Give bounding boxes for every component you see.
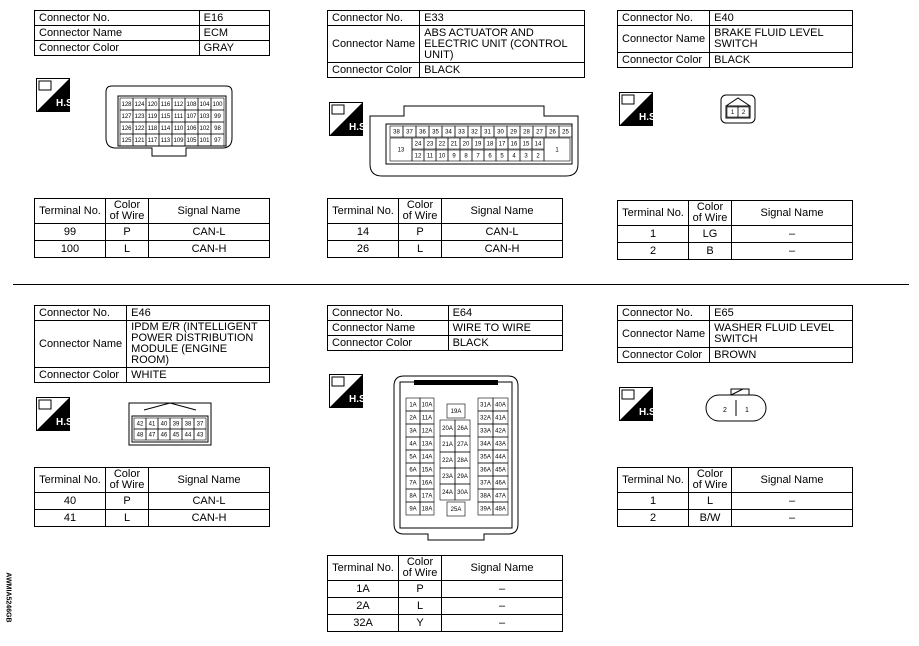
pin-label: 12 xyxy=(414,153,422,160)
table-row xyxy=(328,581,563,598)
connector-info-e46 xyxy=(34,305,270,383)
wire-color-cell: LG xyxy=(689,226,732,243)
connector-info-e64 xyxy=(327,305,563,351)
connector-color-value: GRAY xyxy=(199,41,269,56)
connector-info-e16 xyxy=(34,10,270,56)
wire-color-cell: B xyxy=(689,243,732,260)
pin-label: 16 xyxy=(510,141,518,148)
pin-label: 38 xyxy=(184,421,192,428)
table-row xyxy=(35,493,270,510)
pin-label: 43A xyxy=(495,441,506,448)
signal-name-header: Signal Name xyxy=(442,199,563,224)
connector-name-label: Connector Name xyxy=(618,26,710,53)
pin-label: 35 xyxy=(432,129,439,136)
pin-label: 3A xyxy=(409,428,417,435)
signal-name-cell: – xyxy=(732,226,853,243)
hs-label: H.S. xyxy=(56,417,76,428)
table-row xyxy=(328,224,563,241)
harness-side-icon xyxy=(36,78,76,112)
terminal-no-cell: 99 xyxy=(35,224,106,241)
harness-side-icon xyxy=(619,92,659,126)
pin-label: 26 xyxy=(549,129,556,136)
pin-label: 106 xyxy=(186,126,197,132)
table-row xyxy=(618,243,853,260)
pin-label: 32 xyxy=(471,129,478,136)
terminal-table-e64 xyxy=(327,555,563,632)
pin-label: 13 xyxy=(397,147,405,154)
harness-side-icon xyxy=(329,374,369,408)
pin-label: 14 xyxy=(534,141,542,148)
terminal-no-cell: 2 xyxy=(618,510,689,527)
pin-label: 15A xyxy=(421,467,433,474)
signal-name-cell: CAN-L xyxy=(149,493,270,510)
connector-name-label: Connector Name xyxy=(328,321,449,336)
pin-label: 126 xyxy=(121,126,132,132)
pin-label: 30A xyxy=(457,490,468,496)
hs-label: H.S. xyxy=(349,122,369,133)
terminal-no-cell: 32A xyxy=(328,615,399,632)
connector-info-e40 xyxy=(617,10,853,68)
signal-name-cell: – xyxy=(732,510,853,527)
terminal-no-header: Terminal No. xyxy=(35,199,106,224)
pin-label: 121 xyxy=(134,138,145,144)
pin-label: 98 xyxy=(214,126,221,132)
table-row xyxy=(35,510,270,527)
signal-name-cell: – xyxy=(442,598,563,615)
color-of-wire-header: Color of Wire xyxy=(106,199,149,224)
pin-label: 2 xyxy=(723,407,727,414)
wire-color-cell: P xyxy=(106,493,149,510)
pin-label: 40 xyxy=(160,421,168,428)
hs-label: H.S. xyxy=(56,98,76,109)
connector-name-value: ECM xyxy=(199,26,269,41)
pin-label: 109 xyxy=(173,138,184,144)
terminal-no-header: Terminal No. xyxy=(328,556,399,581)
connector-name-value: ABS ACTUATOR AND ELECTRIC UNIT (CONTROL UNIT) xyxy=(420,26,585,63)
terminal-no-cell: 100 xyxy=(35,241,106,258)
pin-label: 108 xyxy=(186,102,197,108)
signal-name-header: Signal Name xyxy=(732,468,853,493)
pin-label: 20 xyxy=(462,141,470,148)
color-of-wire-header: Color of Wire xyxy=(689,201,732,226)
connector-color-value: BROWN xyxy=(710,348,853,363)
pin-label: 12A xyxy=(421,428,433,435)
color-of-wire-header: Color of Wire xyxy=(399,199,442,224)
pin-label: 45A xyxy=(495,467,506,474)
connector-name-value: WIRE TO WIRE xyxy=(448,321,562,336)
pin-label: 6A xyxy=(409,467,417,474)
pin-label: 120 xyxy=(147,102,158,108)
pin-label: 40A xyxy=(495,402,506,409)
pin-label: 16A xyxy=(421,480,433,487)
connector-color-value: BLACK xyxy=(448,336,562,351)
pin-label: 41A xyxy=(495,415,506,422)
connector-name-label: Connector Name xyxy=(35,26,200,41)
connector-face-e16 xyxy=(104,84,234,162)
pin-label: 5A xyxy=(409,454,417,461)
pin-label: 2A xyxy=(409,415,417,422)
pin-label: 113 xyxy=(160,138,171,144)
pin-label: 100 xyxy=(212,102,223,108)
pin-label: 27 xyxy=(536,129,543,136)
pin-label: 15 xyxy=(522,141,530,148)
pin-label: 122 xyxy=(134,126,145,132)
pin-label: 118 xyxy=(147,126,158,132)
pin-label: 28A xyxy=(457,458,468,464)
pin-label: 37 xyxy=(406,129,413,136)
pin-label: 42 xyxy=(136,421,144,428)
pin-label: 127 xyxy=(121,114,132,120)
pin-label: 48 xyxy=(136,432,144,439)
signal-name-cell: – xyxy=(732,493,853,510)
terminal-no-cell: 2 xyxy=(618,243,689,260)
pin-label: 97 xyxy=(214,138,221,144)
terminal-no-header: Terminal No. xyxy=(618,201,689,226)
wire-color-cell: L xyxy=(106,241,149,258)
pin-label: 104 xyxy=(199,102,210,108)
pin-label: 27A xyxy=(457,442,468,448)
terminal-no-header: Terminal No. xyxy=(618,468,689,493)
pin-label: 5 xyxy=(500,153,504,160)
pin-label: 125 xyxy=(121,138,132,144)
signal-name-header: Signal Name xyxy=(149,199,270,224)
connector-name-label: Connector Name xyxy=(618,321,710,348)
pin-label: 19A xyxy=(450,409,462,415)
pin-label: 32A xyxy=(480,415,491,422)
pin-label: 105 xyxy=(186,138,197,144)
connector-no-label: Connector No. xyxy=(618,11,710,26)
signal-name-header: Signal Name xyxy=(732,201,853,226)
pin-label: 4 xyxy=(512,153,516,160)
pin-label: 117 xyxy=(147,138,158,144)
connector-no-value: E16 xyxy=(199,11,269,26)
pin-label: 20A xyxy=(442,426,453,432)
pin-label: 1 xyxy=(730,110,735,116)
pin-label: 9 xyxy=(452,153,456,160)
pin-label: 46 xyxy=(160,432,168,439)
pin-label: 11A xyxy=(421,415,433,422)
terminal-no-cell: 1A xyxy=(328,581,399,598)
pin-label: 46A xyxy=(495,480,506,487)
pin-label: 8 xyxy=(464,153,468,160)
pin-label: 101 xyxy=(199,138,210,144)
pin-label: 41 xyxy=(148,421,156,428)
signal-name-header: Signal Name xyxy=(149,468,270,493)
connector-no-label: Connector No. xyxy=(328,11,420,26)
connector-color-label: Connector Color xyxy=(618,348,710,363)
pin-label: 6 xyxy=(488,153,492,160)
table-row xyxy=(328,598,563,615)
connector-no-value: E65 xyxy=(710,306,853,321)
pin-label: 22A xyxy=(442,458,453,464)
connector-face-e40 xyxy=(720,94,756,124)
pin-label: 116 xyxy=(160,102,171,108)
hs-label: H.S. xyxy=(349,394,369,405)
pin-label: 102 xyxy=(199,126,210,132)
pin-label: 23 xyxy=(426,141,434,148)
signal-name-cell: CAN-L xyxy=(442,224,563,241)
pin-label: 33A xyxy=(480,428,491,435)
pin-label: 10A xyxy=(421,402,433,409)
color-of-wire-header: Color of Wire xyxy=(399,556,442,581)
signal-name-cell: CAN-H xyxy=(149,510,270,527)
pin-label: 4A xyxy=(409,441,417,448)
terminal-no-cell: 14 xyxy=(328,224,399,241)
pin-label: 25 xyxy=(562,129,569,136)
terminal-table-e46 xyxy=(34,467,270,527)
table-row xyxy=(35,224,270,241)
connector-color-value: WHITE xyxy=(127,368,270,383)
pin-label: 31A xyxy=(480,402,491,409)
pin-label: 110 xyxy=(173,126,184,132)
pin-label: 14A xyxy=(421,454,433,461)
pin-label: 123 xyxy=(134,114,145,120)
pin-label: 3 xyxy=(524,153,528,160)
wire-color-cell: L xyxy=(399,241,442,258)
wire-color-cell: P xyxy=(399,224,442,241)
color-of-wire-header: Color of Wire xyxy=(689,468,732,493)
signal-name-cell: – xyxy=(442,581,563,598)
pin-label: 99 xyxy=(214,114,221,120)
pin-label: 17 xyxy=(498,141,506,148)
color-of-wire-header: Color of Wire xyxy=(106,468,149,493)
wire-color-cell: B/W xyxy=(689,510,732,527)
connector-no-label: Connector No. xyxy=(35,306,127,321)
pin-label: 37A xyxy=(480,480,491,487)
table-row xyxy=(618,510,853,527)
connector-color-label: Connector Color xyxy=(35,368,127,383)
pin-label: 38A xyxy=(480,493,491,500)
connector-color-label: Connector Color xyxy=(35,41,200,56)
pin-label: 47A xyxy=(495,493,506,500)
connector-name-value: WASHER FLUID LEVEL SWITCH xyxy=(710,321,853,348)
connector-name-label: Connector Name xyxy=(328,26,420,63)
pin-label: 111 xyxy=(173,114,184,120)
connector-name-value: BRAKE FLUID LEVEL SWITCH xyxy=(710,26,853,53)
connector-color-label: Connector Color xyxy=(328,63,420,78)
connector-no-value: E40 xyxy=(710,11,853,26)
terminal-no-header: Terminal No. xyxy=(35,468,106,493)
pin-label: 115 xyxy=(160,114,171,120)
pin-label: 44A xyxy=(495,454,506,461)
pin-label: 1 xyxy=(745,407,749,414)
pin-label: 10 xyxy=(438,153,446,160)
harness-side-icon xyxy=(619,387,659,421)
table-row xyxy=(328,241,563,258)
terminal-table-e40 xyxy=(617,200,853,260)
section-divider xyxy=(13,284,909,285)
connector-no-label: Connector No. xyxy=(618,306,710,321)
pin-label: 37 xyxy=(196,421,204,428)
connector-color-value: BLACK xyxy=(420,63,585,78)
connector-name-value: IPDM E/R (INTELLIGENT POWER DISTRIBUTION MODULE (ENGINE ROOM) xyxy=(127,321,270,368)
pin-label: 43 xyxy=(196,432,204,439)
pin-label: 18A xyxy=(421,506,433,513)
table-row xyxy=(35,241,270,258)
connector-info-e33 xyxy=(327,10,585,78)
signal-name-cell: CAN-H xyxy=(442,241,563,258)
table-row xyxy=(618,493,853,510)
pin-label: 114 xyxy=(160,126,171,132)
pin-label: 124 xyxy=(134,102,145,108)
pin-label: 7A xyxy=(409,480,417,487)
connector-face-e46 xyxy=(128,402,212,446)
terminal-no-header: Terminal No. xyxy=(328,199,399,224)
connector-no-value: E64 xyxy=(448,306,562,321)
pin-label: 22 xyxy=(438,141,446,148)
signal-name-header: Signal Name xyxy=(442,556,563,581)
pin-label: 31 xyxy=(484,129,491,136)
signal-name-cell: CAN-H xyxy=(149,241,270,258)
wire-color-cell: P xyxy=(399,581,442,598)
pin-label: 39 xyxy=(172,421,180,428)
pin-label: 24 xyxy=(414,141,422,148)
wire-color-cell: L xyxy=(106,510,149,527)
terminal-table-e65 xyxy=(617,467,853,527)
terminal-table-e33 xyxy=(327,198,563,258)
pin-label: 44 xyxy=(184,432,192,439)
pin-label: 1 xyxy=(555,147,559,154)
reference-code: AWMIA5246GB xyxy=(4,572,12,623)
pin-label: 36 xyxy=(419,129,426,136)
terminal-no-cell: 40 xyxy=(35,493,106,510)
terminal-no-cell: 1 xyxy=(618,226,689,243)
pin-label: 17A xyxy=(421,493,433,500)
hs-label: H.S. xyxy=(639,407,659,418)
connector-color-label: Connector Color xyxy=(328,336,449,351)
terminal-no-cell: 2A xyxy=(328,598,399,615)
pin-label: 24A xyxy=(442,490,453,496)
pin-label: 119 xyxy=(147,114,158,120)
connector-no-label: Connector No. xyxy=(328,306,449,321)
pin-label: 45 xyxy=(172,432,180,439)
terminal-table-e16 xyxy=(34,198,270,258)
wire-color-cell: P xyxy=(106,224,149,241)
pin-label: 18 xyxy=(486,141,494,148)
signal-name-cell: – xyxy=(732,243,853,260)
pin-label: 36A xyxy=(480,467,491,474)
pin-label: 1A xyxy=(409,402,417,409)
connector-face-e64 xyxy=(392,374,520,542)
pin-label: 48A xyxy=(495,506,506,513)
pin-label: 2 xyxy=(741,110,746,116)
pin-label: 19 xyxy=(474,141,482,148)
connector-color-value: BLACK xyxy=(710,53,853,68)
pin-label: 112 xyxy=(173,102,184,108)
pin-label: 11 xyxy=(426,153,434,160)
connector-face-e65 xyxy=(705,388,767,422)
pin-label: 47 xyxy=(148,432,156,439)
pin-label: 2 xyxy=(536,153,540,160)
pin-label: 13A xyxy=(421,441,433,448)
pin-label: 35A xyxy=(480,454,491,461)
connector-face-e33 xyxy=(368,104,580,180)
pin-label: 9A xyxy=(409,506,417,513)
signal-name-cell: – xyxy=(442,615,563,632)
pin-label: 21A xyxy=(442,442,453,448)
terminal-no-cell: 26 xyxy=(328,241,399,258)
pin-label: 8A xyxy=(409,493,417,500)
connector-no-value: E33 xyxy=(420,11,585,26)
pin-label: 29A xyxy=(457,474,468,480)
terminal-no-cell: 1 xyxy=(618,493,689,510)
connector-info-e65 xyxy=(617,305,853,363)
pin-label: 33 xyxy=(458,129,465,136)
table-row xyxy=(618,226,853,243)
pin-label: 34A xyxy=(480,441,491,448)
pin-label: 26A xyxy=(457,426,468,432)
pin-label: 39A xyxy=(480,506,491,513)
wire-color-cell: L xyxy=(399,598,442,615)
pin-label: 30 xyxy=(497,129,504,136)
signal-name-cell: CAN-L xyxy=(149,224,270,241)
connector-color-label: Connector Color xyxy=(618,53,710,68)
pin-label: 128 xyxy=(121,102,132,108)
hs-label: H.S. xyxy=(639,112,659,123)
pin-label: 42A xyxy=(495,428,506,435)
pin-label: 103 xyxy=(199,114,210,120)
terminal-no-cell: 41 xyxy=(35,510,106,527)
pin-label: 23A xyxy=(442,474,453,480)
pin-label: 28 xyxy=(523,129,530,136)
connector-no-value: E46 xyxy=(127,306,270,321)
table-row xyxy=(328,615,563,632)
harness-side-icon xyxy=(329,102,369,136)
wire-color-cell: Y xyxy=(399,615,442,632)
pin-label: 34 xyxy=(445,129,452,136)
connector-name-label: Connector Name xyxy=(35,321,127,368)
harness-side-icon xyxy=(36,397,76,431)
pin-label: 25A xyxy=(450,507,462,513)
connector-no-label: Connector No. xyxy=(35,11,200,26)
pin-label: 7 xyxy=(476,153,480,160)
wire-color-cell: L xyxy=(689,493,732,510)
pin-label: 38 xyxy=(393,129,400,136)
pin-label: 21 xyxy=(450,141,458,148)
pin-label: 29 xyxy=(510,129,517,136)
pin-label: 107 xyxy=(186,114,197,120)
